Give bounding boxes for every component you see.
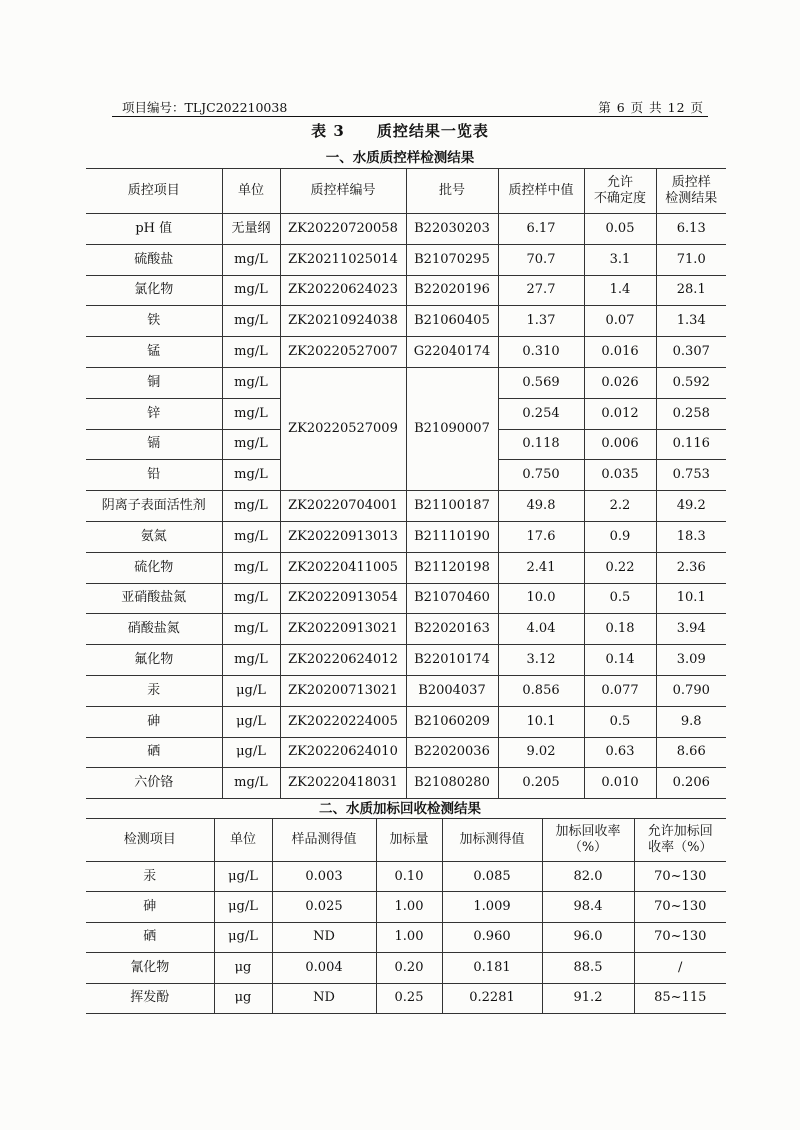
table-cell: 0.960	[442, 922, 542, 952]
table-row	[86, 892, 726, 922]
table-cell: B22030203	[406, 214, 498, 245]
table-cell: mg/L	[222, 429, 280, 460]
table-cell: ZK20220418031	[280, 768, 406, 799]
table-cell: B2004037	[406, 675, 498, 706]
table-cell: 91.2	[542, 983, 634, 1013]
column-header: 质控样编号	[280, 169, 406, 214]
table-cell: 0.9	[584, 521, 656, 552]
table-cell: mg/L	[222, 337, 280, 368]
spike-table-body	[86, 862, 726, 1014]
table-cell: 0.22	[584, 552, 656, 583]
table-cell: 无量纲	[222, 214, 280, 245]
table-row	[86, 953, 726, 983]
table-cell: 氰化物	[86, 953, 214, 983]
table-cell: 六价铬	[86, 768, 222, 799]
column-header: 质控样中值	[498, 169, 584, 214]
table-cell: 铁	[86, 306, 222, 337]
table-cell: 0.025	[272, 892, 376, 922]
column-header: 检测项目	[86, 819, 214, 862]
table-cell: 0.10	[376, 862, 442, 892]
qc-table-body	[86, 214, 726, 799]
column-header: 加标回收率 （%）	[542, 819, 634, 862]
table-cell: ZK20220624012	[280, 645, 406, 676]
table-cell: 0.14	[584, 645, 656, 676]
table-cell: 28.1	[656, 275, 726, 306]
qc-results-table	[86, 168, 726, 799]
table-cell: ZK20210924038	[280, 306, 406, 337]
table-cell: mg/L	[222, 491, 280, 522]
table-cell: 82.0	[542, 862, 634, 892]
table-cell: mg/L	[222, 583, 280, 614]
table-cell: 0.307	[656, 337, 726, 368]
table-row	[86, 306, 726, 337]
table-row	[86, 862, 726, 892]
table-cell: 0.077	[584, 675, 656, 706]
table-cell: 硝酸盐氮	[86, 614, 222, 645]
table-row	[86, 491, 726, 522]
table-cell: 汞	[86, 675, 222, 706]
table-cell: 10.1	[498, 706, 584, 737]
table-cell: 1.34	[656, 306, 726, 337]
table-cell: 0.206	[656, 768, 726, 799]
table-cell: 亚硝酸盐氮	[86, 583, 222, 614]
table-cell: 96.0	[542, 922, 634, 952]
table-cell: 0.004	[272, 953, 376, 983]
table-row	[86, 983, 726, 1013]
table-cell: 1.00	[376, 892, 442, 922]
table-row	[86, 275, 726, 306]
table-cell: μg/L	[222, 675, 280, 706]
table-cell: 0.05	[584, 214, 656, 245]
column-header: 加标测得值	[442, 819, 542, 862]
table-cell: 0.18	[584, 614, 656, 645]
table-cell: B22020036	[406, 737, 498, 768]
table-cell: 阴离子表面活性剂	[86, 491, 222, 522]
table-row	[86, 922, 726, 952]
table-cell: mg/L	[222, 521, 280, 552]
table-title: 表 3 质控结果一览表	[311, 122, 489, 140]
table-cell: 铜	[86, 367, 222, 398]
table-cell: ZK20220411005	[280, 552, 406, 583]
table-cell: 砷	[86, 706, 222, 737]
table-cell: mg/L	[222, 367, 280, 398]
table-cell: B21070295	[406, 244, 498, 275]
table-cell: 71.0	[656, 244, 726, 275]
section1-title: 一、水质质控样检测结果	[325, 150, 475, 166]
table-cell: μg	[214, 983, 272, 1013]
table-cell: 49.2	[656, 491, 726, 522]
table-cell: 70~130	[634, 862, 726, 892]
table-row	[86, 645, 726, 676]
table-cell: mg/L	[222, 398, 280, 429]
table-cell: 0.254	[498, 398, 584, 429]
table-cell: 2.36	[656, 552, 726, 583]
table-cell: μg/L	[214, 862, 272, 892]
table-row	[86, 521, 726, 552]
table-cell: 1.009	[442, 892, 542, 922]
table-cell: 0.569	[498, 367, 584, 398]
table-cell: 2.41	[498, 552, 584, 583]
table-cell: B22010174	[406, 645, 498, 676]
table-row	[86, 614, 726, 645]
table-cell: B21090007	[406, 367, 498, 490]
table-cell: 8.66	[656, 737, 726, 768]
table-cell: 锌	[86, 398, 222, 429]
table-cell: 17.6	[498, 521, 584, 552]
table-cell: 氯化物	[86, 275, 222, 306]
table-cell: ZK20220527007	[280, 337, 406, 368]
column-header: 样品测得值	[272, 819, 376, 862]
column-header: 质控样 检测结果	[656, 169, 726, 214]
table-cell: 汞	[86, 862, 214, 892]
column-header: 允许 不确定度	[584, 169, 656, 214]
table-cell: B22020196	[406, 275, 498, 306]
table-cell: 0.085	[442, 862, 542, 892]
table-cell: 10.1	[656, 583, 726, 614]
table-cell: mg/L	[222, 460, 280, 491]
table-row	[86, 706, 726, 737]
table-cell: 0.310	[498, 337, 584, 368]
page-info: 第 6 页 共 12 页	[598, 100, 704, 115]
table-cell: 镉	[86, 429, 222, 460]
table-cell: 1.37	[498, 306, 584, 337]
table-cell: ZK20220527009	[280, 367, 406, 490]
table-cell: 氟化物	[86, 645, 222, 676]
table-cell: 88.5	[542, 953, 634, 983]
table-cell: 9.8	[656, 706, 726, 737]
table-cell: 1.4	[584, 275, 656, 306]
table-cell: 0.010	[584, 768, 656, 799]
table-cell: mg/L	[222, 275, 280, 306]
table-cell: mg/L	[222, 614, 280, 645]
table-cell: B22020163	[406, 614, 498, 645]
table-row	[86, 552, 726, 583]
table-cell: 0.012	[584, 398, 656, 429]
table-row	[86, 337, 726, 368]
table-cell: 0.753	[656, 460, 726, 491]
table-cell: 0.016	[584, 337, 656, 368]
table-cell: pH 值	[86, 214, 222, 245]
table-cell: 98.4	[542, 892, 634, 922]
column-header: 单位	[222, 169, 280, 214]
table-cell: B21100187	[406, 491, 498, 522]
table-cell: 0.856	[498, 675, 584, 706]
column-header: 批号	[406, 169, 498, 214]
column-header: 单位	[214, 819, 272, 862]
table-cell: 0.205	[498, 768, 584, 799]
table-cell: 10.0	[498, 583, 584, 614]
table-row	[86, 675, 726, 706]
table-cell: ZK20220720058	[280, 214, 406, 245]
table-cell: 硒	[86, 922, 214, 952]
table-row	[86, 768, 726, 799]
table-cell: 70.7	[498, 244, 584, 275]
project-number: 项目编号：TLJC202210038	[122, 100, 288, 115]
table-cell: 0.63	[584, 737, 656, 768]
table-cell: 0.116	[656, 429, 726, 460]
table-cell: 2.2	[584, 491, 656, 522]
table-cell: 0.026	[584, 367, 656, 398]
table-cell: 0.181	[442, 953, 542, 983]
table-cell: ZK20220913013	[280, 521, 406, 552]
table-cell: 锰	[86, 337, 222, 368]
table-cell: 6.17	[498, 214, 584, 245]
table-cell: G22040174	[406, 337, 498, 368]
table-cell: ZK20211025014	[280, 244, 406, 275]
table-cell: 0.003	[272, 862, 376, 892]
table-cell: μg/L	[214, 892, 272, 922]
table-cell: ZK20220624010	[280, 737, 406, 768]
header-divider	[112, 116, 708, 117]
table-cell: 0.006	[584, 429, 656, 460]
section2-title: 二、水质加标回收检测结果	[319, 801, 481, 817]
qc-table-header	[86, 169, 726, 214]
header-row	[86, 169, 726, 214]
table-cell: 0.07	[584, 306, 656, 337]
table-cell: ZK20220624023	[280, 275, 406, 306]
table-cell: B21080280	[406, 768, 498, 799]
table-cell: 砷	[86, 892, 214, 922]
table-row	[86, 367, 726, 398]
table-cell: B21060209	[406, 706, 498, 737]
table-cell: 70~130	[634, 892, 726, 922]
table-cell: 0.790	[656, 675, 726, 706]
spike-table-header	[86, 819, 726, 862]
table-cell: 70~130	[634, 922, 726, 952]
table-cell: 0.592	[656, 367, 726, 398]
table-cell: ZK20220224005	[280, 706, 406, 737]
table-cell: 18.3	[656, 521, 726, 552]
table-cell: 0.5	[584, 706, 656, 737]
table-cell: 6.13	[656, 214, 726, 245]
table-row	[86, 583, 726, 614]
table-cell: 3.12	[498, 645, 584, 676]
header-row	[86, 819, 726, 862]
table-cell: 铅	[86, 460, 222, 491]
table-cell: 3.1	[584, 244, 656, 275]
table-cell: 0.5	[584, 583, 656, 614]
table-cell: mg/L	[222, 552, 280, 583]
table-cell: 0.750	[498, 460, 584, 491]
table-cell: 硫酸盐	[86, 244, 222, 275]
table-cell: B21110190	[406, 521, 498, 552]
table-cell: B21060405	[406, 306, 498, 337]
column-header: 加标量	[376, 819, 442, 862]
table-cell: 0.035	[584, 460, 656, 491]
table-cell: 85~115	[634, 983, 726, 1013]
table-cell: 0.118	[498, 429, 584, 460]
table-row	[86, 737, 726, 768]
table-cell: 0.2281	[442, 983, 542, 1013]
table-cell: 49.8	[498, 491, 584, 522]
table-cell: mg/L	[222, 768, 280, 799]
table-row	[86, 214, 726, 245]
table-cell: 0.258	[656, 398, 726, 429]
table-row	[86, 244, 726, 275]
table-cell: 27.7	[498, 275, 584, 306]
table-cell: μg	[214, 953, 272, 983]
table-cell: 9.02	[498, 737, 584, 768]
table-cell: mg/L	[222, 306, 280, 337]
table-cell: ZK20220913054	[280, 583, 406, 614]
table-cell: ZK20220913021	[280, 614, 406, 645]
table-cell: 3.09	[656, 645, 726, 676]
table-cell: mg/L	[222, 244, 280, 275]
table-cell: μg/L	[222, 706, 280, 737]
column-header: 质控项目	[86, 169, 222, 214]
table-cell: 硫化物	[86, 552, 222, 583]
table-cell: B21070460	[406, 583, 498, 614]
table-cell: 3.94	[656, 614, 726, 645]
table-cell: 0.20	[376, 953, 442, 983]
table-cell: mg/L	[222, 645, 280, 676]
table-cell: 硒	[86, 737, 222, 768]
table-cell: /	[634, 953, 726, 983]
table-cell: ZK20220704001	[280, 491, 406, 522]
table-cell: μg/L	[214, 922, 272, 952]
table-cell: 0.25	[376, 983, 442, 1013]
spike-recovery-table	[86, 818, 726, 1014]
table-cell: μg/L	[222, 737, 280, 768]
table-cell: 挥发酚	[86, 983, 214, 1013]
column-header: 允许加标回 收率（%）	[634, 819, 726, 862]
table-cell: 4.04	[498, 614, 584, 645]
table-cell: ND	[272, 983, 376, 1013]
table-cell: B21120198	[406, 552, 498, 583]
table-cell: ND	[272, 922, 376, 952]
table-cell: 1.00	[376, 922, 442, 952]
table-cell: ZK20200713021	[280, 675, 406, 706]
table-cell: 氨氮	[86, 521, 222, 552]
